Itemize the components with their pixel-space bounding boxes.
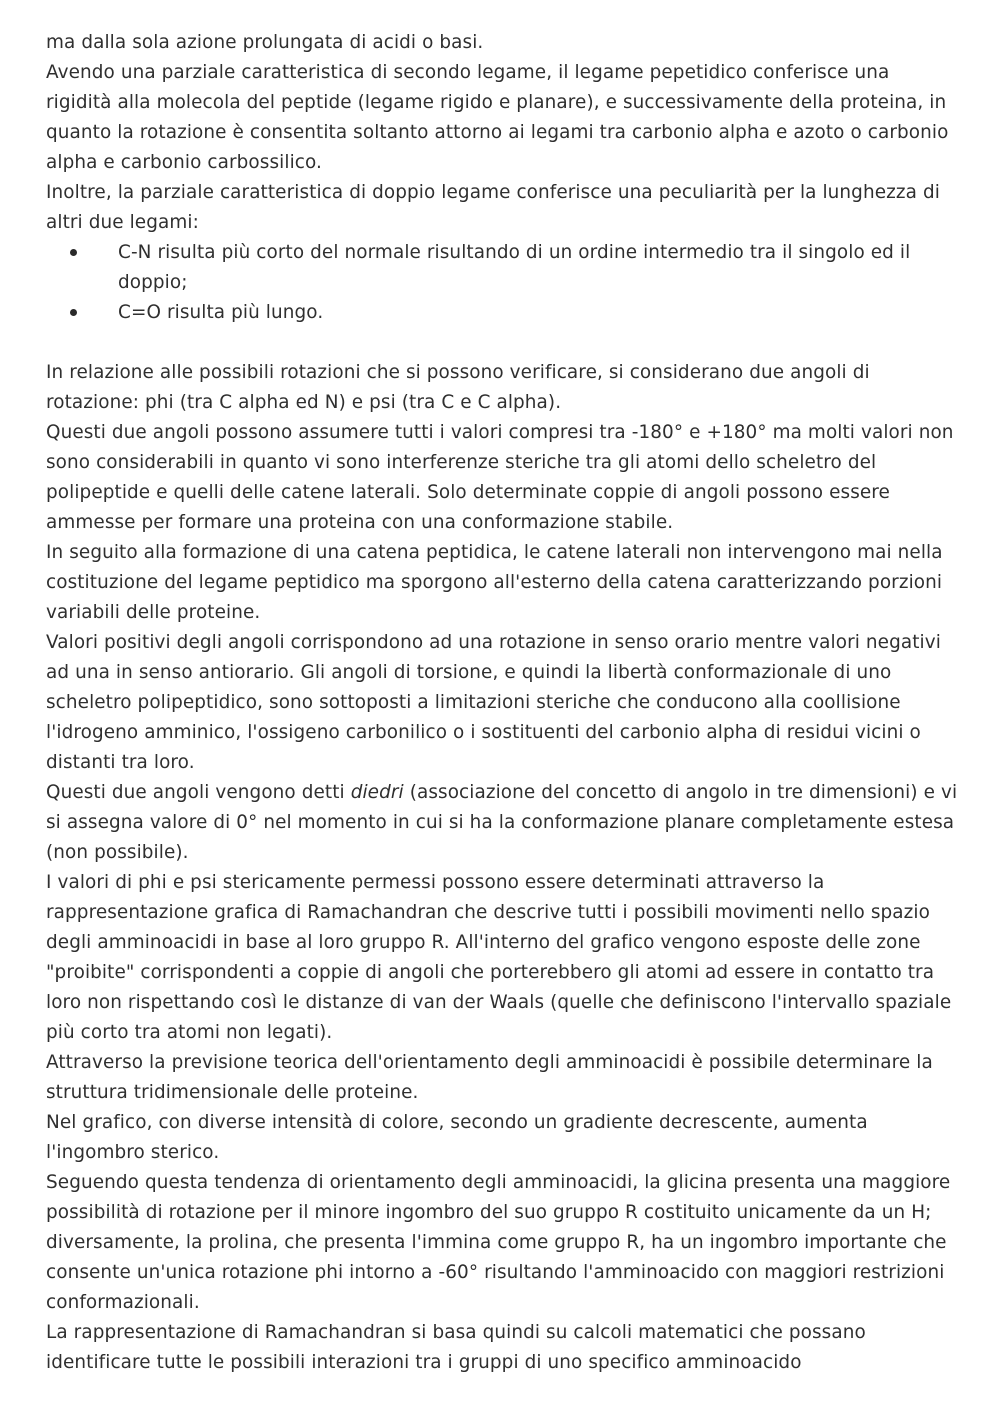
paragraph: La rappresentazione di Ramachandran si basa quindi su calcoli matematici che possano identificare tutte le possibili interazioni tra i gruppi di uno specifico amminoacido [46, 1322, 866, 1373]
blank-line [46, 328, 958, 358]
bullet-item [46, 298, 958, 328]
paragraph: Valori positivi degli angoli corrispondono ad una rotazione in senso orario mentre valori negativi ad una in senso antiorario. Gli angoli di torsione, e quindi la libertà conformazionale di uno scheletro polipeptidico, sono sottoposti a limitazioni steriche che conducono alla coollisione l'idrogeno amminico, l'ossigeno carbonilico o i sostituenti del carbonio alpha di residui vicini o distanti tra loro. [46, 632, 941, 773]
bullet-list [46, 238, 958, 328]
bullet-dot-icon [70, 309, 77, 316]
bullet-dot-icon [70, 249, 77, 256]
paragraph: In seguito alla formazione di una catena peptidica, le catene laterali non intervengono mai nella costituzione del legame peptidico ma sporgono all'esterno della catena caratterizzando porzioni variabili delle proteine. [46, 542, 943, 623]
paragraph: Attraverso la previsione teorica dell'orientamento degli amminoacidi è possibile determinare la struttura tridimensionale delle proteine. [46, 1052, 933, 1103]
paragraph-diedri-after: (associazione del concetto di angolo in tre dimensioni) e vi si assegna valore di 0° nel momento in cui si ha la conformazione planare completamente estesa (non possibile). [46, 782, 958, 863]
paragraph-diedri-before: Questi due angoli vengono detti [46, 782, 351, 803]
bullet-item [46, 238, 958, 298]
diedri-term: diedri [350, 782, 404, 803]
paragraph: Inoltre, la parziale caratteristica di doppio legame conferisce una peculiarità per la lunghezza di altri due legami: [46, 182, 940, 233]
paragraph: Seguendo questa tendenza di orientamento degli amminoacidi, la glicina presenta una maggiore possibilità di rotazione per il minore ingombro del suo gruppo R costituito unicamente da un H; diversamente, la prolina, che presenta l'immina come gruppo R, ha un ingombro importante che consente un'unica rotazione phi intorno a -60° risultando l'amminoacido con maggiori restrizioni conformazionali. [46, 1172, 951, 1313]
paragraph: I valori di phi e psi stericamente permessi possono essere determinati attraverso la rappresentazione grafica di Ramachandran che descrive tutti i possibili movimenti nello spazio degli amminoacidi in base al loro gruppo R. All'interno del grafico vengono esposte delle zone "proibite" corrispondenti a coppie di angoli che porterebbero gli atomi ad essere in contatto tra loro non rispettando così le distanze di van der Waals (quelle che definiscono l'intervallo spaziale più corto tra atomi non legati). [46, 872, 952, 1043]
paragraph-diedri [46, 778, 958, 868]
paragraph: Avendo una parziale caratteristica di secondo legame, il legame pepetidico conferisce una rigidità alla molecola del peptide (legame rigido e planare), e successivamente della proteina, in quanto la rotazione è consentita soltanto attorno ai legami tra carbonio alpha e azoto o carbonio alpha e carbonio carbossilico. [46, 62, 949, 173]
paragraph: In relazione alle possibili rotazioni che si possono verificare, si considerano due angoli di rotazione: phi (tra C alpha ed N) e psi (tra C e C alpha). [46, 362, 870, 413]
paragraph: Nel grafico, con diverse intensità di colore, secondo un gradiente decrescente, aumenta l'ingombro sterico. [46, 1112, 868, 1163]
bullet-text: C-N risulta più corto del normale risultando di un ordine intermedio tra il singolo ed il doppio; [118, 242, 911, 293]
paragraph: Questi due angoli possono assumere tutti i valori compresi tra -180° e +180° ma molti valori non sono considerabili in quanto vi sono interferenze steriche tra gli atomi dello scheletro del polipeptide e quelli delle catene laterali. Solo determinate coppie di angoli possono essere ammesse per formare una proteina con una conformazione stabile. [46, 422, 954, 533]
bullet-text: C=O risulta più lungo. [118, 302, 324, 323]
paragraph: ma dalla sola azione prolungata di acidi o basi. [46, 32, 484, 53]
document-page [46, 28, 958, 1378]
